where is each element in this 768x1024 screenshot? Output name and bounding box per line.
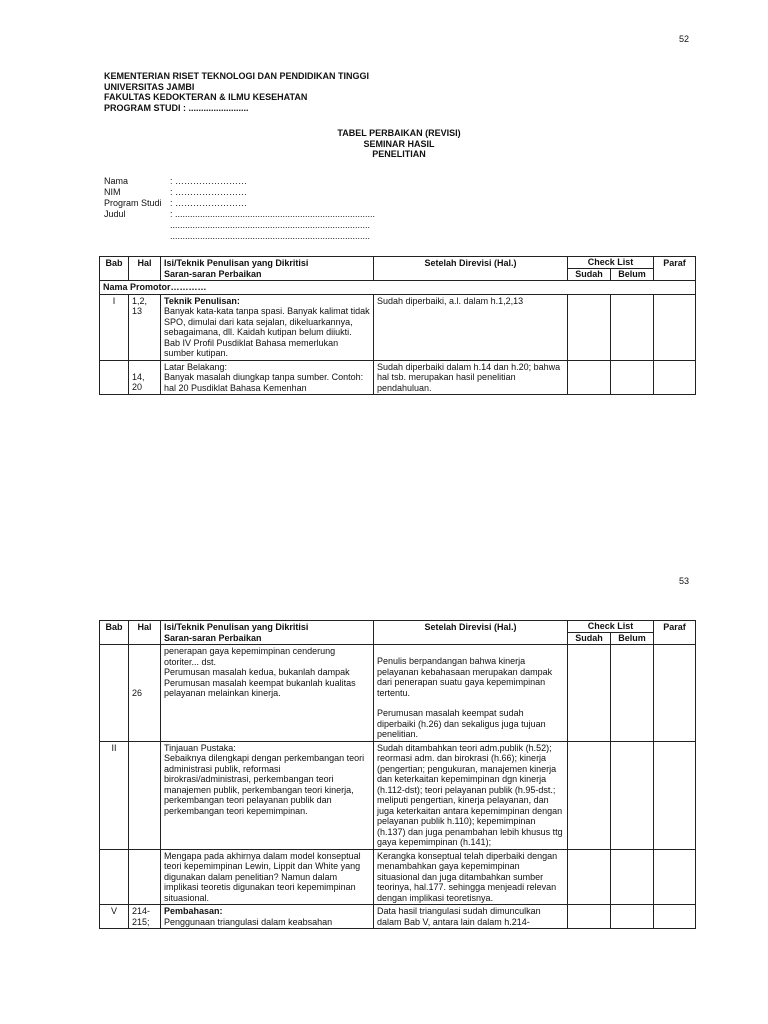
cell-bab: I <box>100 294 129 360</box>
col-header-isi-line: Isi/Teknik Penulisan yang Dikritisi <box>164 622 309 632</box>
table-row <box>100 294 696 360</box>
cell-hal-text: 26 <box>132 688 143 698</box>
cell-isi: Mengapa pada akhirnya dalam model konseptual teori kepemimpinan Lewin, Lippit dan White yang digunakan dalam penelitian? Namun dalam implikasi teoretis digunakan teori kepemimpinan situasional. <box>161 849 374 905</box>
institution-header <box>104 71 369 113</box>
col-header-setelah: Setelah Direvisi (Hal.) <box>374 257 568 281</box>
cell-text: Banyak masalah diungkap tanpa sumber. Contoh: hal 20 Pusdiklat Bahasa Kemenhan <box>164 372 364 393</box>
table-row <box>100 741 696 849</box>
cell-hal <box>129 645 161 742</box>
cell-bab <box>100 645 129 742</box>
promotor-label: Nama Promotor………… <box>100 281 696 295</box>
cell-hal: 1,2, 13 <box>129 294 161 360</box>
cell-sudah <box>568 741 611 849</box>
col-header-belum: Belum <box>611 269 654 281</box>
cell-isi <box>161 360 374 395</box>
field-value: : ................................................................................ <box>170 209 376 219</box>
col-header-bab: Bab <box>100 257 129 281</box>
page-number: 52 <box>679 34 690 44</box>
cell-hal-text: 14, 20 <box>132 371 145 392</box>
promotor-row <box>100 281 696 295</box>
col-header-isi <box>161 621 374 645</box>
col-header-setelah: Setelah Direvisi (Hal.) <box>374 621 568 645</box>
header-line: KEMENTERIAN RISET TEKNOLOGI DAN PENDIDIKAN TINGGI <box>104 71 370 81</box>
revision-table-page-52 <box>99 256 696 395</box>
document-title <box>260 128 538 160</box>
table-header-row <box>100 257 696 269</box>
cell-bab <box>100 849 129 905</box>
cell-text: Penggunaan triangulasi dalam keabsahan <box>164 916 333 927</box>
col-header-belum: Belum <box>611 633 654 645</box>
cell-belum <box>611 905 654 929</box>
cell-paraf <box>654 849 696 905</box>
col-header-paraf: Paraf <box>654 621 696 645</box>
col-header-sudah: Sudah <box>568 269 611 281</box>
cell-heading: Pembahasan: <box>164 906 223 916</box>
col-header-isi <box>161 257 374 281</box>
cell-bab <box>100 360 129 395</box>
cell-sudah <box>568 645 611 742</box>
field-value: : …………………… <box>170 187 248 197</box>
cell-paraf <box>654 741 696 849</box>
cell-isi <box>161 741 374 849</box>
cell-setelah <box>374 645 568 742</box>
field-row-program-studi <box>104 198 375 209</box>
field-row-judul-cont <box>104 231 375 242</box>
title-line: SEMINAR HASIL <box>363 138 435 149</box>
field-value: : …………………… <box>170 198 248 208</box>
cell-sudah <box>568 905 611 929</box>
cell-text: Banyak kata-kata tanpa spasi. Banyak kalimat tidak SPO, dimulai dari kata sejalan, dikeluarkannya, sebagaimana, dll. Kaidah kutipan belum diiukti. Bab IV Profil Pusdiklat Bahasa memerlukan sumber kutipan. <box>164 306 370 358</box>
col-header-hal: Hal <box>129 257 161 281</box>
cell-setelah: Sudah ditambahkan teori adm.publik (h.52); reormasi adm. dan birokrasi (h.66); kinerja (pengertian; pengukuran, manajemen kinerja dan keterkaitan kepemimpinan dgn kinerja (h.112-dst); teori pelayanan publik (h.95-dst.; meliputi pengertian, kinerja pelayanan, dan juga keterkaitan antara kepemimpinan dengan pelayanan publik h.110); kepemimpinan (h.137) dan juga penambahan lebih khusus ttg gaya kepemimpinan (h.141); <box>374 741 568 849</box>
table-row <box>100 360 696 395</box>
cell-setelah: Kerangka konseptual telah diperbaiki dengan menambahkan gaya kepemimpinan situasional dan juga ditambahkan sumber teorinya, hal.177. sehingga menjeadi relevan dengan implikasi teoretisnya. <box>374 849 568 905</box>
field-row-nama <box>104 176 375 187</box>
cell-hal <box>129 741 161 849</box>
field-row-judul-cont <box>104 220 375 231</box>
cell-paraf <box>654 905 696 929</box>
cell-heading: Tinjauan Pustaka: <box>164 742 236 753</box>
cell-text: Perumusan masalah keempat sudah diperbaiki (h.26) dan sekaligus juga tujuan penelitian. <box>377 708 546 739</box>
col-header-checklist: Check List <box>568 257 654 269</box>
cell-hal <box>129 849 161 905</box>
table-header-row <box>100 621 696 633</box>
cell-belum <box>611 741 654 849</box>
header-line: FAKULTAS KEDOKTERAN & ILMU KESEHATAN <box>104 92 308 102</box>
identity-fields <box>104 176 375 242</box>
cell-text: Penulis berpandangan bahwa kinerja pelayanan kebahasaan merupakan dampak dari penerapan suatu gaya kepemimpinan tertentu. <box>377 656 553 698</box>
cell-paraf <box>654 645 696 742</box>
cell-paraf <box>654 360 696 395</box>
cell-setelah: Data hasil triangulasi sudah dimunculkan dalam Bab V, antara lain dalam h.214- <box>374 905 568 929</box>
field-row-judul <box>104 209 375 220</box>
field-row-nim <box>104 187 375 198</box>
header-line: PROGRAM STUDI : ........................ <box>104 102 249 113</box>
title-line: TABEL PERBAIKAN (REVISI) <box>337 128 461 138</box>
cell-sudah <box>568 360 611 395</box>
cell-isi <box>161 905 374 929</box>
field-label <box>104 231 170 242</box>
field-label: Judul <box>104 209 126 219</box>
cell-isi: penerapan gaya kepemimpinan cenderung otoriter... dst. Perumusan masalah kedua, bukanlah dampak Perumusan masalah keempat bukanlah kualitas pelayanan melainkan kinerja. <box>161 645 374 742</box>
cell-hal <box>129 360 161 395</box>
cell-setelah: Sudah diperbaiki dalam h.14 dan h.20; bahwa hal tsb. merupakan hasil penelitian pendahuluan. <box>374 360 568 395</box>
cell-heading: Teknik Penulisan: <box>164 295 240 306</box>
cell-bab: II <box>100 741 129 849</box>
table-row <box>100 905 696 929</box>
col-header-paraf: Paraf <box>654 257 696 281</box>
cell-belum <box>611 645 654 742</box>
cell-text: Sebaiknya dilengkapi dengan perkembangan teori administrasi publik, reformasi birokrasi/administrasi, perkembangan teori manajemen publik, perkembangan teori kinerja, perkembangan teori pelayanan publik dan perkembangan teori kepemimpinan. <box>164 753 365 816</box>
col-header-isi-line: Saran-saran Perbaikan <box>164 268 262 279</box>
cell-paraf <box>654 294 696 360</box>
field-label: NIM <box>104 187 121 197</box>
cell-belum <box>611 294 654 360</box>
page-number: 53 <box>679 576 690 586</box>
cell-hal: 214-215; <box>129 905 161 929</box>
cell-heading: Latar Belakang: <box>164 361 228 372</box>
col-header-hal: Hal <box>129 621 161 645</box>
title-line: PENELITIAN <box>372 149 426 159</box>
cell-belum <box>611 849 654 905</box>
col-header-isi-line: Isi/Teknik Penulisan yang Dikritisi <box>164 258 309 268</box>
col-header-isi-line: Saran-saran Perbaikan <box>164 632 262 643</box>
cell-sudah <box>568 294 611 360</box>
cell-isi <box>161 294 374 360</box>
field-label: Nama <box>104 176 129 186</box>
table-row <box>100 849 696 905</box>
col-header-sudah: Sudah <box>568 633 611 645</box>
header-line: UNIVERSITAS JAMBI <box>104 81 195 92</box>
field-value: ................................................................................ <box>170 220 371 230</box>
col-header-bab: Bab <box>100 621 129 645</box>
field-value: : …………………… <box>170 176 248 186</box>
field-value: ................................................................................ <box>170 231 371 241</box>
col-header-checklist: Check List <box>568 621 654 633</box>
cell-sudah <box>568 849 611 905</box>
cell-belum <box>611 360 654 395</box>
cell-setelah: Sudah diperbaiki, a.l. dalam h.1,2,13 <box>374 294 568 360</box>
cell-bab: V <box>100 905 129 929</box>
field-label <box>104 220 170 231</box>
field-label: Program Studi <box>104 198 162 208</box>
revision-table-page-53 <box>99 620 696 929</box>
table-row <box>100 645 696 742</box>
